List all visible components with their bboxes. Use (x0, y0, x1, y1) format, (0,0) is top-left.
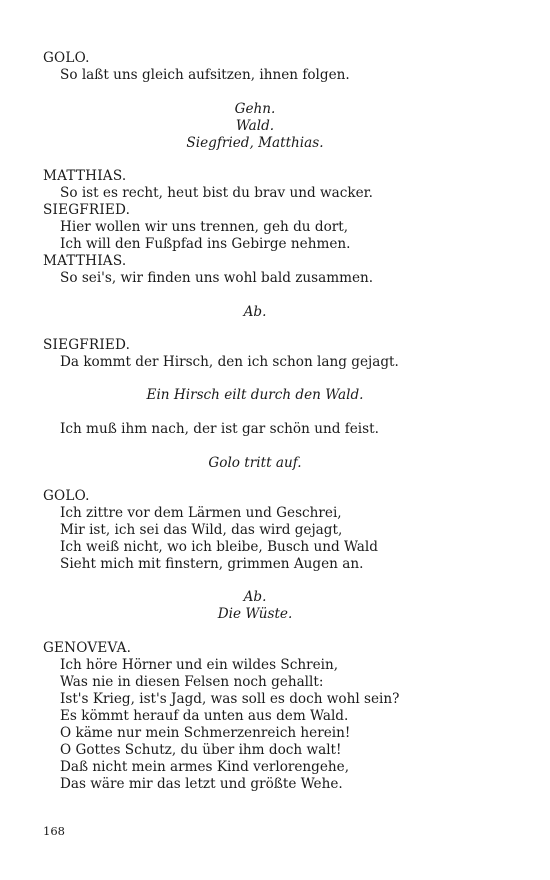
verse-line: Ist's Krieg, ist's Jagd, was soll es doch wohl sein? (60, 691, 400, 707)
speaker-name: GOLO. (43, 488, 90, 504)
stage-direction-line: Ab. (243, 304, 267, 320)
speaker-name: SIEGFRIED. (43, 202, 131, 218)
verse-line: Daß nicht mein armes Kind verlorengehe, (60, 759, 350, 775)
verse-line: So sei's, wir finden uns wohl bald zusammen. (60, 270, 374, 286)
speaker-name: GENOVEVA. (43, 640, 132, 656)
verse-line: So laßt uns gleich aufsitzen, ihnen folgen. (60, 67, 350, 83)
verse-line: O Gottes Schutz, du über ihm doch walt! (60, 742, 342, 758)
verse-line: Es kömmt herauf da unten aus dem Wald. (60, 708, 349, 724)
stage-direction-line: Golo tritt auf. (208, 455, 302, 471)
verse-line: Sieht mich mit finstern, grimmen Augen an. (60, 556, 364, 572)
verse-line: Was nie in diesen Felsen noch gehallt: (60, 674, 324, 690)
verse-line: Hier wollen wir uns trennen, geh du dort, (60, 219, 349, 235)
verse-line: O käme nur mein Schmerzenreich herein! (60, 725, 351, 741)
verse-line: So ist es recht, heut bist du brav und wacker. (60, 185, 374, 201)
stage-direction-line: Die Wüste. (217, 606, 293, 622)
stage-direction-line: Gehn. (234, 101, 276, 117)
speaker-name: SIEGFRIED. (43, 337, 131, 353)
stage-direction-line: Ein Hirsch eilt durch den Wald. (146, 387, 364, 403)
speaker-name: MATTHIAS. (43, 168, 127, 184)
verse-line: Ich muß ihm nach, der ist gar schön und feist. (60, 421, 379, 437)
verse-line: Ich zittre vor dem Lärmen und Geschrei, (60, 505, 342, 521)
page-number: 168 (43, 824, 65, 838)
stage-direction-line: Ab. (243, 589, 267, 605)
speaker-name: MATTHIAS. (43, 253, 127, 269)
verse-line: Da kommt der Hirsch, den ich schon lang gejagt. (60, 354, 399, 370)
verse-line: Ich will den Fußpfad ins Gebirge nehmen. (60, 236, 351, 252)
stage-direction-line: Siegfried, Matthias. (186, 135, 324, 151)
verse-line: Das wäre mir das letzt und größte Wehe. (60, 776, 343, 792)
verse-line: Mir ist, ich sei das Wild, das wird gejagt, (60, 522, 343, 538)
verse-line: Ich weiß nicht, wo ich bleibe, Busch und Wald (60, 539, 378, 555)
verse-line: Ich höre Hörner und ein wildes Schrein, (60, 657, 339, 673)
speaker-name: GOLO. (43, 50, 90, 66)
stage-direction-line: Wald. (235, 118, 275, 134)
